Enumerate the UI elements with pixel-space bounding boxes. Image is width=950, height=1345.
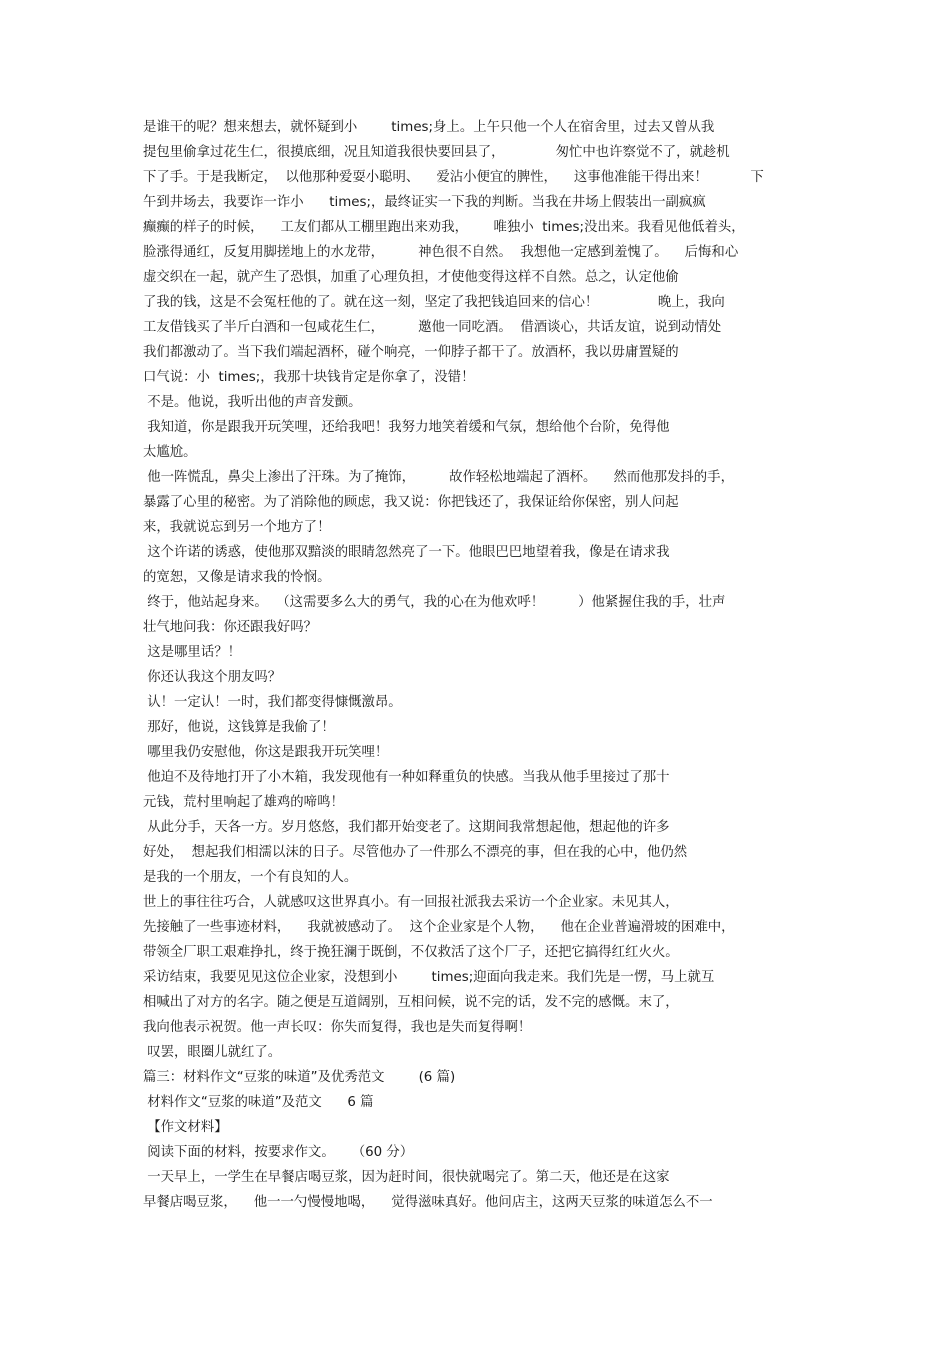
text-line: 采访结束，我要见见这位企业家，没想到小 times;迎面向我走来。我们先是一愣，马上就互 — [143, 970, 715, 985]
text-line: 来，我就说忘到另一个地方了！ — [143, 520, 331, 535]
text-line: 哪里我仍安慰他，你这是跟我开玩笑哩！ — [143, 745, 389, 760]
text-line: 暴露了心里的秘密。为了消除他的顾虑，我又说：你把钱还了，我保证给你保密，别人问起 — [143, 495, 679, 510]
text-line: 材料作文“豆浆的味道”及范文 6 篇 — [143, 1095, 374, 1110]
text-line: 口气说：小 times;，我那十块钱肯定是你拿了，没错！ — [143, 370, 475, 385]
text-line: 午到井场去，我要诈一诈小 times;，最终证实一下我的判断。当我在井场上假装出一副疯疯 — [143, 195, 706, 210]
text-line: 那好，他说，这钱算是我偷了！ — [143, 720, 335, 735]
text-line: 我向他表示祝贺。他一声长叹：你失而复得，我也是失而复得啊！ — [143, 1020, 532, 1035]
text-line: 工友借钱买了半斤白酒和一包咸花生仁， 邀他一同吃酒。 借酒谈心，共话友谊，说到动情处 — [143, 320, 722, 335]
section-heading: 篇三：材料作文“豆浆的味道”及优秀范文 (6 篇) — [143, 1070, 456, 1085]
text-line: 元钱，荒村里响起了雄鸡的啼鸣！ — [143, 795, 344, 810]
text-line: 【作文材料】 — [143, 1120, 228, 1135]
text-line: 我们都激动了。当下我们端起酒杯，碰个响亮，一仰脖子都干了。放酒杯，我以毋庸置疑的 — [143, 345, 679, 360]
text-line: 这个许诺的诱惑，使他那双黯淡的眼睛忽然亮了一下。他眼巴巴地望着我，像是在请求我 — [143, 545, 670, 560]
text-line: 相喊出了对方的名字。随之便是互道阔别，互相问候，说不完的话，发不完的感慨。末了， — [143, 995, 679, 1010]
text-line: 提包里偷拿过花生仁，很摸底细，况且知道我很快要回县了， 匆忙中也许察觉不了，就趁机 — [143, 145, 730, 160]
text-line: 认！一定认！一时，我们都变得慷慨激昂。 — [143, 695, 402, 710]
text-line: 从此分手，天各一方。岁月悠悠，我们都开始变老了。这期间我常想起他，想起他的许多 — [143, 820, 670, 835]
text-line: 好处， 想起我们相濡以沫的日子。尽管他办了一件那么不漂亮的事，但在我的心中，他仍然 — [143, 845, 688, 860]
text-line: 早餐店喝豆浆， 他一一勺慢慢地喝， 觉得滋味真好。他问店主，这两天豆浆的味道怎么不一 — [143, 1195, 713, 1210]
text-line: 你还认我这个朋友吗？ — [143, 670, 282, 685]
text-line: 他一阵慌乱，鼻尖上渗出了汗珠。为了掩饰， 故作轻松地端起了酒杯。 然而他那发抖的手， — [143, 470, 734, 485]
text-line: 是我的一个朋友，一个有良知的人。 — [143, 870, 358, 885]
text-line: 我知道，你是跟我开玩笑哩，还给我吧！我努力地笑着缓和气氛，想给他个台阶，免得他 — [143, 420, 670, 435]
text-line: 先接触了一些事迹材料， 我就被感动了。 这个企业家是个人物， 他在企业普遍滑坡的困难中， — [143, 920, 735, 935]
text-line: 脸涨得通红，反复用脚搓地上的水龙带， 神色很不自然。 我想他一定感到羞愧了。 后悔和心 — [143, 245, 739, 260]
text-line: 终于，他站起身来。 （这需要多么大的勇气，我的心在为他欢呼！ ）他紧握住我的手，壮声 — [143, 595, 726, 610]
text-line: 他迫不及待地打开了小木箱，我发现他有一种如释重负的快感。当我从他手里接过了那十 — [143, 770, 670, 785]
text-line: 下了手。于是我断定， 以他那种爱耍小聪明、 爱沾小便宜的脾性， 这事他准能干得出来！ 下 — [143, 170, 764, 185]
text-line: 是谁干的呢？想来想去，就怀疑到小 times;身上。上午只他一个人在宿舍里，过去又曾从我 — [143, 120, 715, 135]
text-line: 叹罢，眼圈儿就红了。 — [143, 1045, 282, 1060]
text-line: 一天早上，一学生在早餐店喝豆浆，因为赶时间，很快就喝完了。第二天，他还是在这家 — [143, 1170, 670, 1185]
text-line: 壮气地问我：你还跟我好吗？ — [143, 620, 318, 635]
text-line: 阅读下面的材料，按要求作文。 （60 分） — [143, 1145, 414, 1160]
text-line: 虚交织在一起，就产生了恐惧，加重了心理负担，才使他变得这样不自然。总之，认定他偷 — [143, 270, 679, 285]
text-line: 这是哪里话？！ — [143, 645, 241, 660]
text-line: 的宽恕，又像是请求我的怜悯。 — [143, 570, 331, 585]
text-line: 不是。他说，我听出他的声音发颤。 — [143, 395, 362, 410]
text-line: 了我的钱，这是不会冤枉他的了。就在这一刻，坚定了我把钱追回来的信心！ 晚上，我向 — [143, 295, 725, 310]
text-line: 带领全厂职工艰难挣扎，终于挽狂澜于既倒，不仅救活了这个厂子，还把它搞得红红火火。 — [143, 945, 679, 960]
text-line: 太尴尬。 — [143, 445, 197, 460]
text-line: 世上的事往往巧合，人就感叹这世界真小。有一回报社派我去采访一个企业家。未见其人， — [143, 895, 679, 910]
text-line: 癫癫的样子的时候， 工友们都从工棚里跑出来劝我， 唯独小 times;没出来。我看见他低着头， — [143, 220, 745, 235]
